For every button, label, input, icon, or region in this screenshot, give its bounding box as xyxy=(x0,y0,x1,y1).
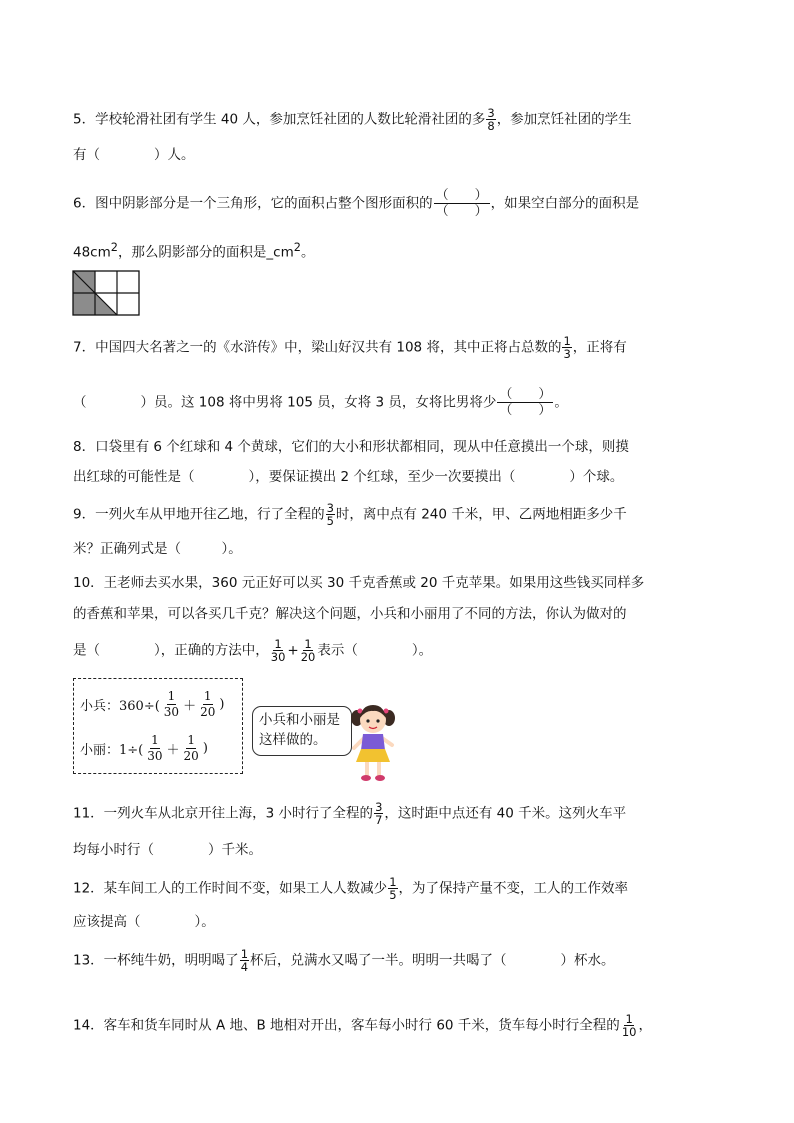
q8-text: 出红球的可能性是（ ），要保证摸出 2 个红球，至少一次要摸出（ ）个球。 xyxy=(73,469,624,485)
q10-text: 表示（ ）。 xyxy=(317,642,433,659)
q11-text: ，这时距中点还有 40 千米。这列火车平 xyxy=(384,805,627,822)
q6-text: ，那么阴影部分的面积是_cm xyxy=(117,244,294,261)
q5-answer-blank: 有（ ）人。 xyxy=(73,147,195,163)
q8-text: 8．口袋里有 6 个红球和 4 个黄球，它们的大小和形状都相同，现从中任意摸出一个球，则摸 xyxy=(73,439,629,455)
fraction: $\frac{1}{20}$ xyxy=(200,689,216,719)
q9-line2 xyxy=(73,539,242,559)
q12-text: ，为了保持产量不变，工人的工作效率 xyxy=(398,880,629,897)
fraction: $\frac{1}{5}$ xyxy=(389,875,397,902)
q10-text: 是（ ），正确的方法中， xyxy=(73,642,269,659)
q10-line1 xyxy=(73,573,644,593)
fraction-blank: $\frac{( )}{( )}$ xyxy=(499,387,552,418)
q8-line2 xyxy=(73,467,623,487)
q14-line1 xyxy=(73,1013,652,1038)
bing-solution xyxy=(80,689,224,720)
fraction: $\frac{1}{3}$ xyxy=(563,334,571,361)
q6-line1 xyxy=(73,188,639,219)
q10-line3 xyxy=(73,638,432,663)
q10-line2 xyxy=(73,604,627,624)
q6-text: 48cm xyxy=(73,244,111,261)
q9-text: 9．一列火车从甲地开往乙地，行了全程的 xyxy=(73,506,325,523)
q11-text: 均每小时行（ ）千米。 xyxy=(73,842,262,858)
bing-text: 小兵：360÷( xyxy=(80,699,160,714)
q7-text: 7．中国四大名著之一的《水浒传》中，梁山好汉共有 108 将，其中正将占总数的 xyxy=(73,339,562,356)
superscript: 2 xyxy=(293,241,301,254)
q13-text: 杯后，兑满水又喝了一半。明明一共喝了（ ）杯水。 xyxy=(250,952,615,969)
fraction: $\frac{3}{5}$ xyxy=(326,501,334,528)
shaded-triangle-figure xyxy=(72,270,140,316)
plus-sign: + xyxy=(287,642,299,659)
bubble-line: 小兵和小丽是 xyxy=(259,712,340,728)
q7-line1 xyxy=(73,335,627,360)
q12-text: 应该提高（ ）。 xyxy=(73,914,215,930)
q14-text: ， xyxy=(638,1017,652,1034)
q12-text: 12．某车间工人的工作时间不变，如果工人人数减少 xyxy=(73,880,388,897)
speech-bubble xyxy=(252,706,352,756)
superscript: 2 xyxy=(110,241,118,254)
q13-line1 xyxy=(73,948,615,973)
fraction: $\frac{1}{30}$ xyxy=(147,733,163,763)
q7-line2 xyxy=(73,387,568,418)
q6-text: 6．图中阴影部分是一个三角形，它的面积占整个图形面积的 xyxy=(73,195,433,212)
q7-text: （ ）员。这 108 将中男将 105 员，女将 3 员，女将比男将少 xyxy=(73,394,497,411)
q7-text: ，正将有 xyxy=(572,339,627,356)
bubble-line: 这样做的。 xyxy=(259,732,327,748)
q5-line2 xyxy=(73,145,195,165)
q5-text: 5．学校轮滑社团有学生 40 人，参加烹饪社团的人数比轮滑社团的多 xyxy=(73,111,486,128)
q8-line1 xyxy=(73,437,629,457)
q7-text: 。 xyxy=(554,394,568,411)
fraction: $\frac{1}{30}$ xyxy=(163,689,180,719)
q6-line2 xyxy=(73,238,314,263)
li-text: ) xyxy=(202,741,208,756)
fraction: $\frac{3}{7}$ xyxy=(375,800,383,827)
fraction-blank: $\frac{( )}{( )}$ xyxy=(435,188,488,219)
q9-text: 米？正确列式是（ ）。 xyxy=(73,541,242,557)
li-solution xyxy=(80,733,208,764)
q11-line2 xyxy=(73,840,262,860)
fraction: $\frac{1}{4}$ xyxy=(240,947,249,974)
q9-text: 时，离中点有 240 千米，甲、乙两地相距多少千 xyxy=(335,506,627,523)
q10-text: 的香蕉和苹果，可以各买几千克？解决这个问题，小兵和小丽用了不同的方法，你认为做对的 xyxy=(73,606,627,622)
solutions-box xyxy=(73,678,243,774)
q5-text: ，参加烹饪社团的学生 xyxy=(496,111,632,128)
q13-text: 13．一杯纯牛奶，明明喝了 xyxy=(73,952,239,969)
fraction: $\frac{1}{30}$ xyxy=(270,637,286,664)
q6-text: ，如果空白部分的面积是 xyxy=(490,195,640,212)
fraction: $\frac{1}{10}$ xyxy=(621,1012,637,1039)
q14-text: 14．客车和货车同时从 A 地、B 地相对开出，客车每小时行 60 千米，货车每小时行全程的 xyxy=(73,1017,620,1034)
fraction: $\frac{3}{8}$ xyxy=(487,106,495,133)
girl-illustration xyxy=(348,698,398,784)
q5-line1 xyxy=(73,107,632,132)
fraction: $\frac{1}{20}$ xyxy=(183,733,199,763)
q12-line2 xyxy=(73,912,215,932)
q10-text: 10．王老师去买水果，360 元正好可以买 30 千克香蕉或 20 千克苹果。如果用这些钱买同样多 xyxy=(73,575,645,591)
q11-line1 xyxy=(73,801,626,826)
q12-line1 xyxy=(73,876,628,901)
q9-line1 xyxy=(73,502,627,527)
li-text: 小丽：1÷( xyxy=(80,743,144,758)
plus-sign: ＋ xyxy=(183,699,197,714)
q6-text: 。 xyxy=(300,244,315,261)
bing-text: ) xyxy=(219,697,225,712)
plus-sign: ＋ xyxy=(166,743,180,758)
q11-text: 11．一列火车从北京开往上海，3 小时行了全程的 xyxy=(73,805,374,822)
fraction: $\frac{1}{20}$ xyxy=(300,637,316,664)
